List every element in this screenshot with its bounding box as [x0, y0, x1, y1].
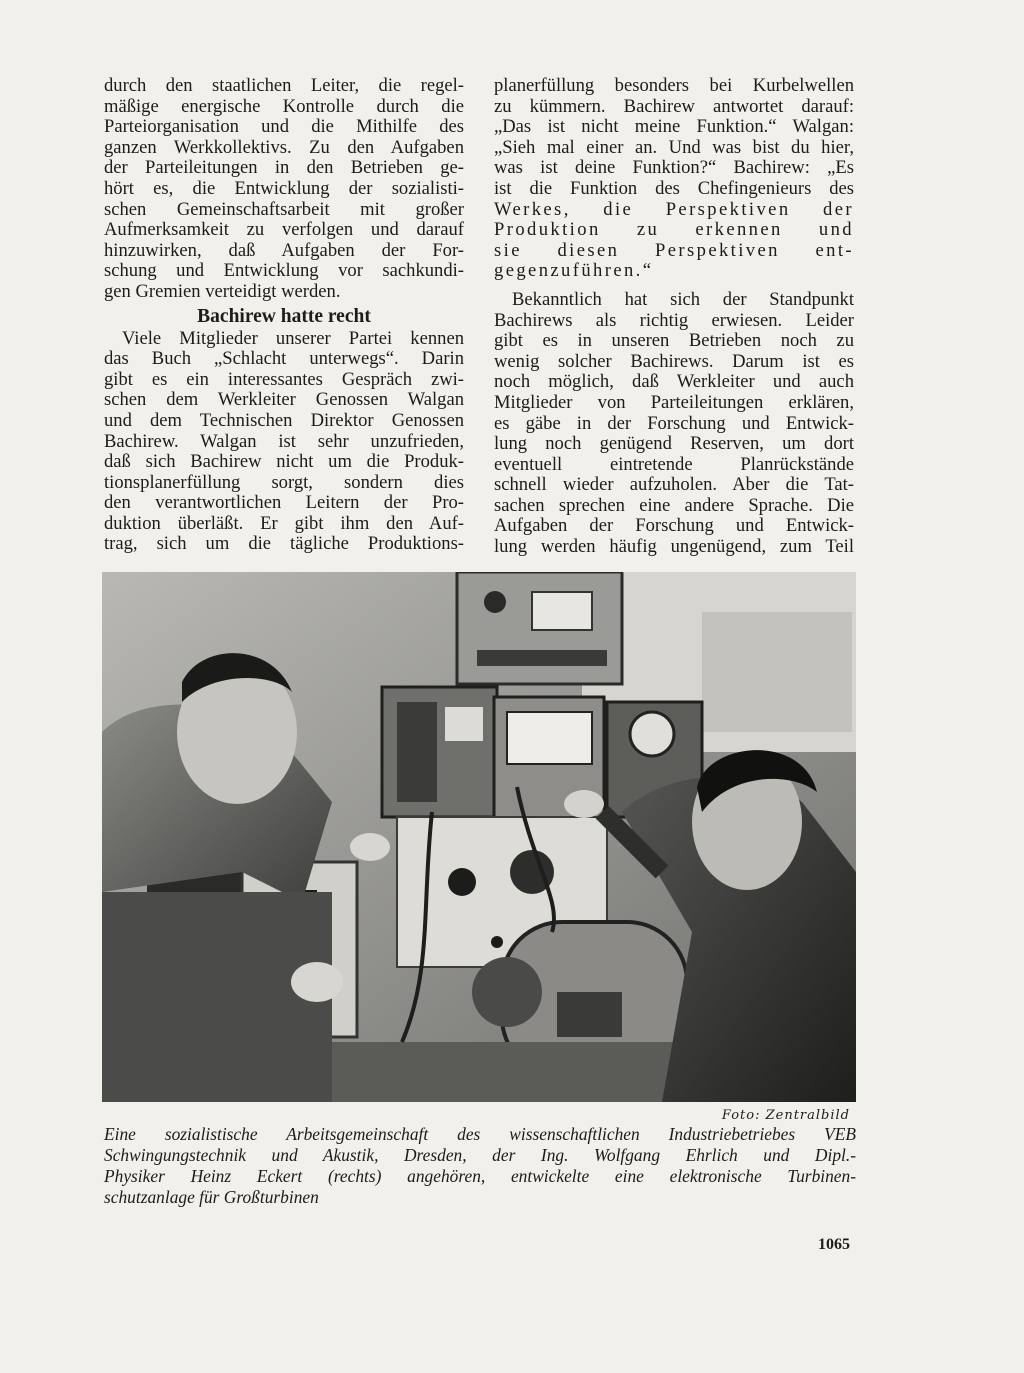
text-line: eventuell eintretende Planrückstände: [494, 453, 854, 475]
text-line: ganzen Werkkollektivs. Zu den Aufgaben: [104, 136, 464, 158]
left-column: [104, 76, 464, 555]
lab-photograph: [102, 572, 856, 1102]
text-line: zu kümmern. Bachirew antwortet darauf:: [494, 95, 854, 117]
text-line: Aufmerksamkeit zu verfolgen und darauf: [104, 219, 464, 241]
right-paragraph-2: [494, 290, 854, 558]
text-line: Produktion zu erkennen und: [494, 219, 854, 241]
photo-credit: Foto: Zentralbild: [721, 1108, 850, 1123]
text-line: lung noch genügend Reserven, um dort: [494, 433, 854, 455]
text-line: „Das ist nicht meine Funktion.“ Walgan:: [494, 116, 854, 138]
text-line: Bekanntlich hat sich der Standpunkt: [512, 288, 854, 310]
text-line: der Parteileitungen in den Betrieben ge-: [104, 157, 464, 179]
text-line: hinzuwirken, daß Aufgaben der For-: [104, 239, 464, 261]
text-line: Bachirews als richtig erwiesen. Leider: [494, 309, 854, 331]
text-line: wenig solcher Bachirews. Darum ist es: [494, 350, 854, 372]
text-line: das Buch „Schlacht unterwegs“. Darin: [104, 348, 464, 370]
left-paragraph-2: [104, 329, 464, 556]
text-line: Aufgaben der Forschung und Entwick-: [494, 515, 854, 537]
photo-caption: [104, 1124, 856, 1208]
text-line: noch möglich, daß Werkleiter und auch: [494, 371, 854, 393]
text-line: gen Gremien verteidigt werden.: [104, 280, 341, 302]
caption-line: schutzanlage für Großturbinen: [104, 1187, 319, 1207]
right-paragraph-1: [494, 76, 854, 282]
text-line: daß sich Bachirew nicht um die Produk-: [104, 451, 464, 473]
text-line: schen Gemeinschaftsarbeit mit großer: [104, 198, 464, 220]
text-line: sachen sprechen eine andere Sprache. Die: [494, 494, 854, 516]
text-line: den verantwortlichen Leitern der Pro-: [104, 492, 464, 514]
text-line: lung werden häufig ungenügend, zum Teil: [494, 536, 854, 558]
text-line: hört es, die Entwicklung der sozialisti-: [104, 177, 464, 199]
text-line: duktion überläßt. Er gibt ihm den Auf-: [104, 512, 464, 534]
text-line: „Sieh mal einer an. Und was bist du hier,: [494, 136, 854, 158]
right-column: [494, 76, 854, 558]
text-line: gibt es ein interessantes Gespräch zwi-: [104, 368, 464, 390]
text-line: Parteiorganisation und die Mithilfe des: [104, 116, 464, 138]
text-line: was ist deine Funktion?“ Bachirew: „Es: [494, 157, 854, 179]
text-line: sie diesen Perspektiven ent-: [494, 239, 854, 261]
text-line: trag, sich um die tägliche Produktions-: [104, 533, 464, 555]
text-line: durch den staatlichen Leiter, die regel-: [104, 75, 464, 96]
page-number: 1065: [818, 1236, 850, 1253]
text-line: es gäbe in der Forschung und Entwick-: [494, 412, 854, 434]
text-line: gibt es in unseren Betrieben noch zu: [494, 330, 854, 352]
text-line: Werkes, die Perspektiven der: [494, 198, 854, 220]
text-line: schen dem Werkleiter Genossen Walgan: [104, 389, 464, 411]
section-heading: Bachirew hatte recht: [197, 305, 371, 327]
text-line: Mitglieder von Parteileitungen erklären,: [494, 391, 854, 413]
text-line: gegenzuführen.“: [494, 260, 654, 282]
text-line: schung und Entwicklung vor sachkundi-: [104, 260, 464, 282]
text-line: schnell wieder aufzuholen. Aber die Tat-: [494, 474, 854, 496]
caption-line: Eine sozialistische Arbeitsgemeinschaft des wissenschaftlichen Industriebetriebes VEB: [104, 1124, 856, 1144]
text-line: Bachirew. Walgan ist sehr unzufrieden,: [104, 430, 464, 452]
text-line: planerfüllung besonders bei Kurbelwellen: [494, 75, 854, 96]
photo-illustration: [102, 572, 856, 1102]
text-line: tionsplanerfüllung sorgt, sondern dies: [104, 471, 464, 493]
text-line: und dem Technischen Direktor Genossen: [104, 409, 464, 431]
text-line: Viele Mitglieder unserer Partei kennen: [122, 327, 464, 349]
caption-line: Schwingungstechnik und Akustik, Dresden, der Ing. Wolfgang Ehrlich und Dipl.-: [104, 1145, 856, 1165]
left-paragraph-1: [104, 76, 464, 303]
text-line: ist die Funktion des Chefingenieurs des: [494, 177, 854, 199]
caption-line: Physiker Heinz Eckert (rechts) angehören, entwickelte eine elektronische Turbinen-: [104, 1166, 856, 1186]
text-line: mäßige energische Kontrolle durch die: [104, 95, 464, 117]
